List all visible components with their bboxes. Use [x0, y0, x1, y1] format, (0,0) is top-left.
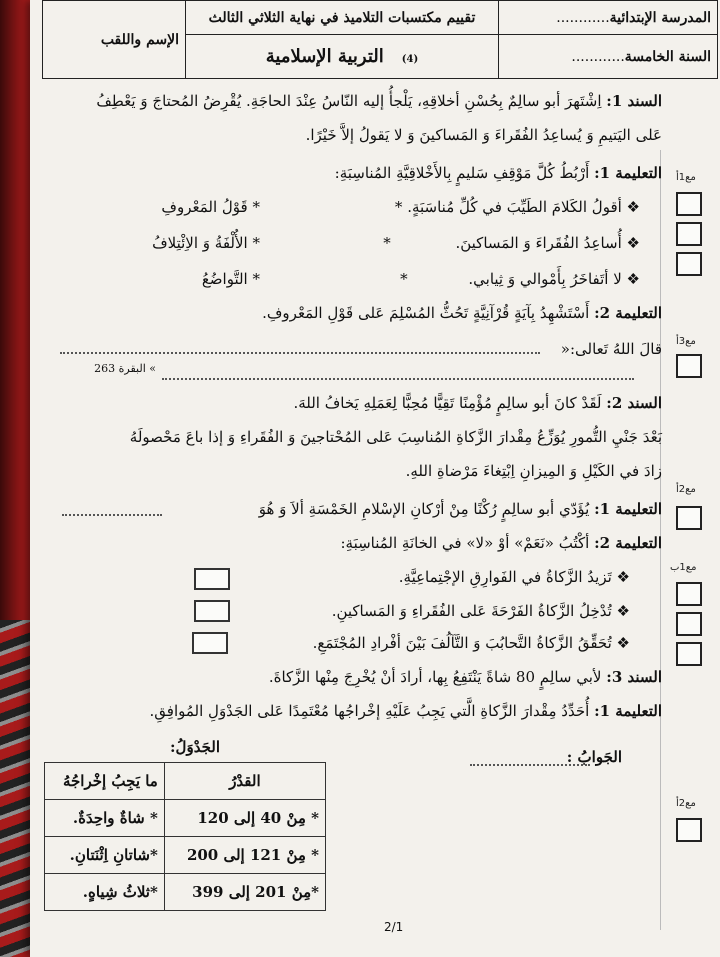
table-row — [45, 837, 326, 874]
level-field: السنة الخامسة............ — [499, 35, 718, 79]
s1-t2-text: أَسْتَشْهِدُ بِآيَةٍ قُرْآنِيَّةٍ تَحُثُّ المُسْلِمَ عَلى قَوْلِ المَعْروفِ. — [262, 304, 590, 322]
s1-item-2: ❖ أُساعِدُ الفُقَراءَ وَ المَساكينَ. * — [383, 234, 640, 252]
s1-label: السند 1: — [606, 92, 662, 110]
page-number-label: (4) — [401, 54, 419, 65]
table-title: الجَدْوَلُ: — [170, 738, 220, 756]
score-box-4a[interactable] — [676, 582, 702, 606]
s1-t2-label: التعليمة 2: — [594, 304, 662, 322]
s2-item-1: ❖ تَزيدُ الزَّكاةُ في الفَوارِقِ الإجْتِماعِيَّةِ. — [398, 568, 630, 586]
s2-line3: زادَ في الكَيْلِ وَ المِيزانِ اِبْتِغاءَ مَرْضاةِ اللهِ. — [405, 462, 662, 480]
s2-item-3-text: تُحَقِّقُ الزَّكاةُ التَّحابُبَ وَ التَّآلُفَ بَيْنَ أفْرادِ المُجْتَمَعِ. — [312, 634, 612, 652]
s2-t1-label: التعليمة 1: — [594, 500, 662, 518]
s1-item-1-right-text: قَوْلُ المَعْروفِ — [161, 198, 248, 216]
answer-box-2[interactable] — [194, 600, 230, 622]
s2-item-2-text: تُدْخِلُ الزَّكاةُ الفَرْحَةَ عَلى الفُقَراءِ وَ المَساكينِ. — [331, 602, 612, 620]
s3-label: السند 3: — [606, 668, 662, 686]
zakat-range-1: * مِنْ 40 إلى 120 — [164, 800, 325, 837]
exam-title: تقييم مكتسبات التلاميذ في نهاية الثلاثي الثالث — [186, 1, 499, 35]
s3-line1 — [269, 668, 662, 686]
criterion-mark-2: مع3أ — [676, 336, 696, 347]
s1-line2: عَلى اليَتيمِ وَ يُساعِدُ الفُقَراءَ وَ المَساكينَ وَ لا يَقولُ إلاَّ خَيْرًا. — [305, 126, 662, 144]
s2-t2-label: التعليمة 2: — [594, 534, 662, 552]
s1-item-2-left: أُساعِدُ الفُقَراءَ وَ المَساكينَ. — [455, 234, 622, 252]
zakat-table-header — [45, 763, 326, 800]
quran-answer-line-1[interactable] — [60, 352, 540, 354]
s2-item-2: ❖ تُدْخِلُ الزَّكاةُ الفَرْحَةَ عَلى الفُقَراءِ وَ المَساكينِ. — [331, 602, 630, 620]
s2-item-1-text: تَزيدُ الزَّكاةُ في الفَوارِقِ الإجْتِماعِيَّةِ. — [398, 568, 612, 586]
s3-t1-text: أُحَدِّدُ مِقْدارَ الزَّكاةِ الَّتي يَجِبُ عَلَيْهِ إخْراجُها مُعْتَمِدًا عَلى الجَدْوَلِ المُوافِقِ. — [149, 702, 590, 720]
score-box-1c[interactable] — [676, 252, 702, 276]
quran-reference: » البقرة 263 — [94, 362, 156, 375]
s3-t1-label: التعليمة 1: — [594, 702, 662, 720]
zakat-due-1: * شاةٌ واحِدَةٌ. — [45, 800, 165, 837]
answer-label: الجَوابُ : — [566, 748, 622, 766]
s1-item-1: ❖ أقولُ الكَلامَ الطَيِّبَ في كُلِّ مُناسَبَةٍ. * — [394, 198, 640, 216]
pillar-answer-line[interactable] — [62, 514, 162, 516]
table-row — [45, 874, 326, 911]
criterion-mark-1: مع1أ — [676, 172, 696, 183]
table-row — [45, 800, 326, 837]
page-footer: 2/1 — [384, 920, 404, 934]
zakat-due-3: *ثلاثُ شِياهٍ. — [45, 874, 165, 911]
criterion-mark-3: مع2أ — [676, 484, 696, 495]
school-label: المدرسة الإبتدائية — [609, 9, 711, 26]
score-box-4c[interactable] — [676, 642, 702, 666]
zakat-due-2: *شاتانِ اِثْنَتانِ. — [45, 837, 165, 874]
zakat-header-amount: القدْرُ — [164, 763, 325, 800]
s2-t2-text: أكْتُبُ «نَعَمْ» أوْ «لا» في الخانَةِ المُناسِبَةِ: — [340, 534, 590, 552]
s2-item-3: ❖ تُحَقِّقُ الزَّكاةُ التَّحابُبَ وَ التَّآلُفَ بَيْنَ أفْرادِ المُجْتَمَعِ. — [312, 634, 630, 652]
name-label: الإسم واللقب — [100, 31, 179, 48]
s1-t2 — [262, 304, 662, 322]
s1-text1: اِشْتَهرَ أبو سالِمٌ بِحُسْنِ أخلاقِهِ، يَلْجأُ إليه النّاسُ عِنْدَ الحاجَةِ. يُقْرِضُ المُحتاجَ وَ يَعْطِفُ — [96, 92, 602, 110]
level-label: السنة الخامسة — [624, 48, 711, 65]
quran-intro: قالَ اللهُ تَعالى:« — [560, 340, 662, 358]
s1-t1-text: أَرْبُطُ كُلَّ مَوْقِفِ سَليمٍ بِالأَخْلاقِيَّةِ المُناسِبَةِ: — [334, 164, 590, 182]
quran-answer-line-2[interactable] — [162, 378, 634, 380]
s1-item-1-right: * قَوْلُ المَعْروفِ — [161, 198, 260, 216]
s1-item-2-right: * الأُلْفَةُ وَ الاِئْتِلافُ — [152, 234, 260, 252]
zakat-table — [44, 762, 326, 911]
subject-cell — [186, 35, 499, 79]
s2-t1-text: يُؤَدّي أبو سالِمٍ رُكْنًا مِنْ أرْكانِ الإسْلامِ الخَمْسَةِ ألاَ وَ هُوَ — [258, 500, 590, 518]
s3-text1: لأبي سالِمٍ 80 شاةً يَنْتَفِعُ بِها، أرادَ أنْ يُخْرِجَ مِنْها الزَّكاةَ. — [268, 668, 602, 686]
name-field[interactable] — [43, 1, 186, 79]
s2-label: السند 2: — [606, 394, 662, 412]
s1-item-2-right-text: الأُلْفَةُ وَ الاِئْتِلافُ — [152, 234, 248, 252]
zakat-range-2: * مِنْ 121 إلى 200 — [164, 837, 325, 874]
s1-t1-label: التعليمة 1: — [594, 164, 662, 182]
criterion-mark-5: مع2أ — [676, 798, 696, 809]
zakat-answer-line[interactable] — [470, 764, 590, 766]
s1-item-3-right: * التَّواضُعُ — [201, 270, 260, 288]
s3-t1 — [150, 702, 663, 720]
s2-line2: بَعْدَ جَنْيِ التُّمورِ يُوَزِّعُ مِقْدارَ الزَّكاةِ المُناسِبَ عَلى المُحْتاجينَ وَ الفُقَراءِ وَ إذا باعَ مَحْصولَهُ — [129, 428, 662, 446]
s2-line1 — [293, 394, 662, 412]
zakat-range-3: *مِنْ 201 إلى 399 — [164, 874, 325, 911]
criterion-mark-4: مع1ب — [670, 562, 697, 573]
score-box-3[interactable] — [676, 506, 702, 530]
answer-box-1[interactable] — [194, 568, 230, 590]
subject-title: التربية الإسلامية — [265, 46, 384, 67]
s1-t1 — [335, 164, 662, 182]
score-box-1b[interactable] — [676, 222, 702, 246]
header-table — [42, 0, 718, 79]
school-field: المدرسة الإبتدائية............ — [499, 1, 718, 35]
s1-item-3-left: لا أتَفاخَرُ بِأَمْوالي وَ ثِيابي. — [468, 270, 622, 288]
score-box-4b[interactable] — [676, 612, 702, 636]
s1-item-1-left: أقولُ الكَلامَ الطَيِّبَ في كُلِّ مُناسَبَةٍ. — [407, 198, 622, 216]
s1-item-3-right-text: التَّواضُعُ — [201, 270, 248, 288]
s2-t1 — [259, 500, 662, 518]
answer-box-3[interactable] — [192, 632, 228, 654]
score-box-2[interactable] — [676, 354, 702, 378]
score-box-5[interactable] — [676, 818, 702, 842]
s1-item-3: ❖ لا أتَفاخَرُ بِأَمْوالي وَ ثِيابي. * — [400, 270, 640, 288]
zakat-header-due: ما يَجِبُ إخْراجُهُ — [45, 763, 165, 800]
s2-text1: لَقَدْ كانَ أبو سالِمٍ مُؤْمِنًا تَقِيًّا مُحِبًّا لِعَمَلِهِ يَخافُ اللهَ. — [293, 394, 602, 412]
s1-line1 — [96, 92, 662, 110]
score-box-1a[interactable] — [676, 192, 702, 216]
s2-t2 — [340, 534, 662, 552]
